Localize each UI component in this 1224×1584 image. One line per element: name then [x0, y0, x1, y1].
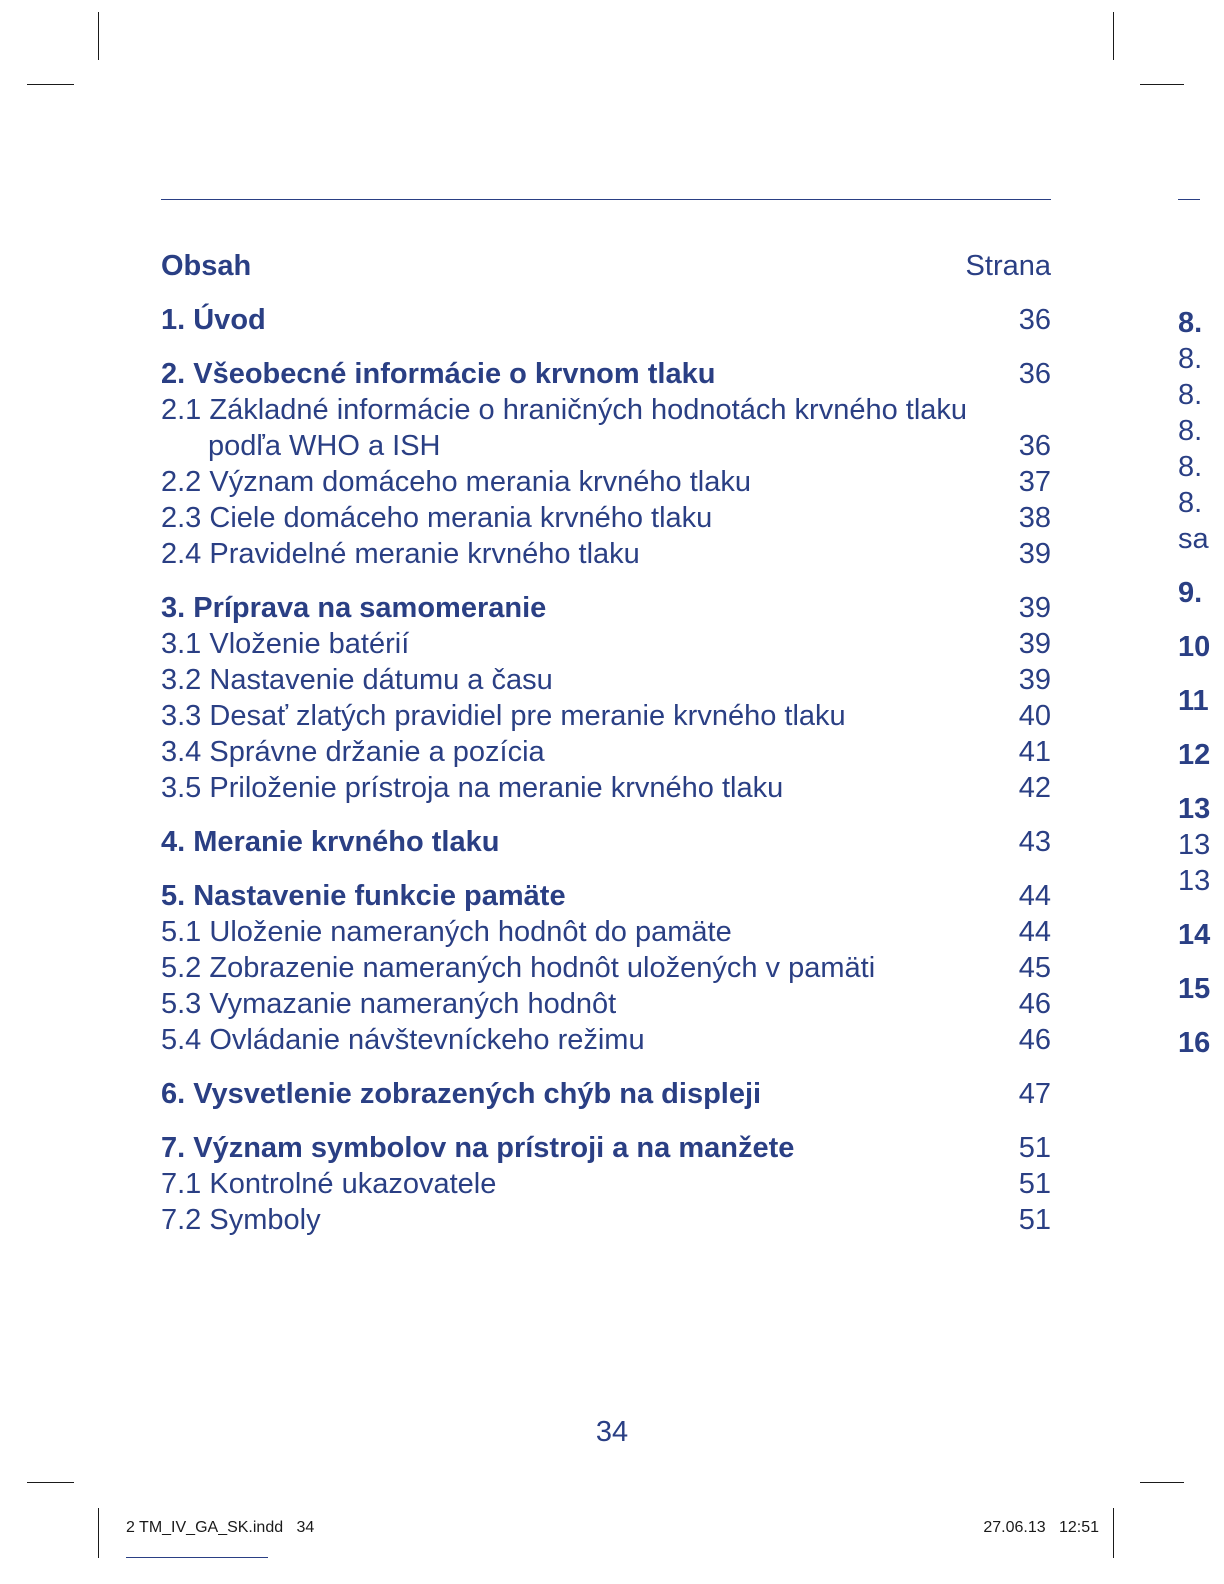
- item-page: 51: [1018, 1204, 1051, 1236]
- header-rule: [161, 199, 1051, 200]
- item-page: 37: [1018, 466, 1051, 498]
- item-title: 3.4 Správne držanie a pozícia: [161, 736, 545, 768]
- toc-chapter[interactable]: [161, 356, 1051, 392]
- next-page-fragment: 8.: [1178, 307, 1203, 339]
- next-page-fragment: 12: [1178, 739, 1211, 771]
- chapter-page: 47: [1018, 1078, 1051, 1110]
- next-page-fragment: 15: [1178, 973, 1211, 1005]
- item-title: 5.1 Uloženie nameraných hodnôt do pamäte: [161, 916, 732, 948]
- toc-item-continuation[interactable]: [161, 428, 1051, 464]
- next-page-fragment: 9.: [1178, 577, 1203, 609]
- toc-item[interactable]: [161, 536, 1051, 572]
- chapter-page: 51: [1018, 1132, 1051, 1164]
- item-title: 2.1 Základné informácie o hraničných hodnotách krvného tlaku: [161, 394, 968, 426]
- table-of-contents: [161, 248, 1051, 1238]
- chapter-page: 43: [1018, 826, 1051, 858]
- chapter-title: 1. Úvod: [161, 304, 266, 336]
- chapter-title: 6. Vysvetlenie zobrazených chýb na displeji: [161, 1078, 762, 1110]
- next-page-fragment: 13: [1178, 793, 1211, 825]
- item-page: 39: [1018, 664, 1051, 696]
- crop-mark-top-left: [98, 12, 99, 60]
- chapter-title: 7. Význam symbolov na prístroji a na manžete: [161, 1132, 795, 1164]
- toc-item[interactable]: [161, 1202, 1051, 1238]
- slug-timestamp: [983, 1519, 1099, 1537]
- next-page-fragment: 8.: [1178, 343, 1203, 375]
- toc-item[interactable]: [161, 392, 1051, 428]
- page-column-label: Strana: [965, 250, 1051, 282]
- slug-date: 27.06.13: [983, 1519, 1046, 1536]
- item-page: 51: [1018, 1168, 1051, 1200]
- item-title: 2.4 Pravidelné meranie krvného tlaku: [161, 538, 640, 570]
- item-page: 45: [1018, 952, 1051, 984]
- slug-file-info: 2 TM_IV_GA_SK.indd 34: [126, 1519, 315, 1536]
- next-page-fragment: sa: [1178, 523, 1209, 555]
- toc-header: [161, 248, 1051, 284]
- item-page: 42: [1018, 772, 1051, 804]
- next-page-fragment: 13: [1178, 829, 1211, 861]
- toc-item[interactable]: [161, 734, 1051, 770]
- toc-chapter[interactable]: [161, 1076, 1051, 1112]
- toc-item[interactable]: [161, 914, 1051, 950]
- next-page-fragment: 8.: [1178, 415, 1203, 447]
- chapter-title: 3. Príprava na samomeranie: [161, 592, 547, 624]
- toc-item[interactable]: [161, 986, 1051, 1022]
- chapter-page: 39: [1018, 592, 1051, 624]
- chapter-page: 44: [1018, 880, 1051, 912]
- crop-mark-bottom-left-horizontal: [27, 1482, 74, 1483]
- item-page: 41: [1018, 736, 1051, 768]
- crop-mark-top-right: [1113, 12, 1114, 60]
- toc-item[interactable]: [161, 950, 1051, 986]
- chapter-title: 2. Všeobecné informácie o krvnom tlaku: [161, 358, 716, 390]
- item-page: 39: [1018, 628, 1051, 660]
- toc-chapter[interactable]: [161, 878, 1051, 914]
- slug-time: 12:51: [1058, 1519, 1099, 1536]
- chapter-title: 4. Meranie krvného tlaku: [161, 826, 500, 858]
- toc-chapter[interactable]: [161, 590, 1051, 626]
- crop-mark-bottom-left: [98, 1508, 99, 1558]
- next-page-fragment: 14: [1178, 919, 1211, 951]
- page-number: 34: [595, 1416, 629, 1448]
- toc-item[interactable]: [161, 500, 1051, 536]
- toc-title: Obsah: [161, 250, 252, 282]
- next-page-fragment: 16: [1178, 1027, 1211, 1059]
- item-page: 38: [1018, 502, 1051, 534]
- toc-item[interactable]: [161, 464, 1051, 500]
- crop-mark-top-left-horizontal: [27, 84, 74, 85]
- item-title: 5.3 Vymazanie nameraných hodnôt: [161, 988, 617, 1020]
- item-title: 7.2 Symboly: [161, 1204, 321, 1236]
- item-title-continuation: podľa WHO a ISH: [208, 430, 441, 462]
- item-page: 39: [1018, 538, 1051, 570]
- toc-chapter[interactable]: [161, 824, 1051, 860]
- next-page-fragment: 8.: [1178, 379, 1203, 411]
- chapter-page: 36: [1018, 304, 1051, 336]
- toc-chapter[interactable]: [161, 302, 1051, 338]
- item-title: 2.2 Význam domáceho merania krvného tlaku: [161, 466, 751, 498]
- next-page-fragment: 8.: [1178, 451, 1203, 483]
- item-page: 46: [1018, 1024, 1051, 1056]
- slug-underline: [126, 1557, 268, 1558]
- toc-item[interactable]: [161, 1022, 1051, 1058]
- toc-item[interactable]: [161, 662, 1051, 698]
- item-title: 7.1 Kontrolné ukazovatele: [161, 1168, 497, 1200]
- item-title: 3.1 Vloženie batérií: [161, 628, 410, 660]
- chapter-page: 36: [1018, 358, 1051, 390]
- chapter-title: 5. Nastavenie funkcie pamäte: [161, 880, 566, 912]
- item-title: 3.3 Desať zlatých pravidiel pre meranie krvného tlaku: [161, 700, 846, 732]
- next-page-fragment: 11: [1178, 685, 1209, 717]
- next-page-fragment: 10: [1178, 631, 1211, 663]
- item-page: 46: [1018, 988, 1051, 1020]
- item-page: 44: [1018, 916, 1051, 948]
- next-page-edge: [1178, 0, 1224, 1584]
- item-title: 3.2 Nastavenie dátumu a času: [161, 664, 553, 696]
- crop-mark-bottom-right: [1113, 1508, 1114, 1558]
- next-page-fragment: 13: [1178, 865, 1211, 897]
- toc-chapter[interactable]: [161, 1130, 1051, 1166]
- item-page: 36: [1018, 430, 1051, 462]
- item-title: 3.5 Priloženie prístroja na meranie krvného tlaku: [161, 772, 784, 804]
- toc-item[interactable]: [161, 1166, 1051, 1202]
- toc-item[interactable]: [161, 698, 1051, 734]
- toc-item[interactable]: [161, 770, 1051, 806]
- item-page: 40: [1018, 700, 1051, 732]
- next-page-fragment: 8.: [1178, 487, 1203, 519]
- item-title: 5.4 Ovládanie návštevníckeho režimu: [161, 1024, 645, 1056]
- item-title: 2.3 Ciele domáceho merania krvného tlaku: [161, 502, 713, 534]
- item-title: 5.2 Zobrazenie nameraných hodnôt uložených v pamäti: [161, 952, 876, 984]
- toc-item[interactable]: [161, 626, 1051, 662]
